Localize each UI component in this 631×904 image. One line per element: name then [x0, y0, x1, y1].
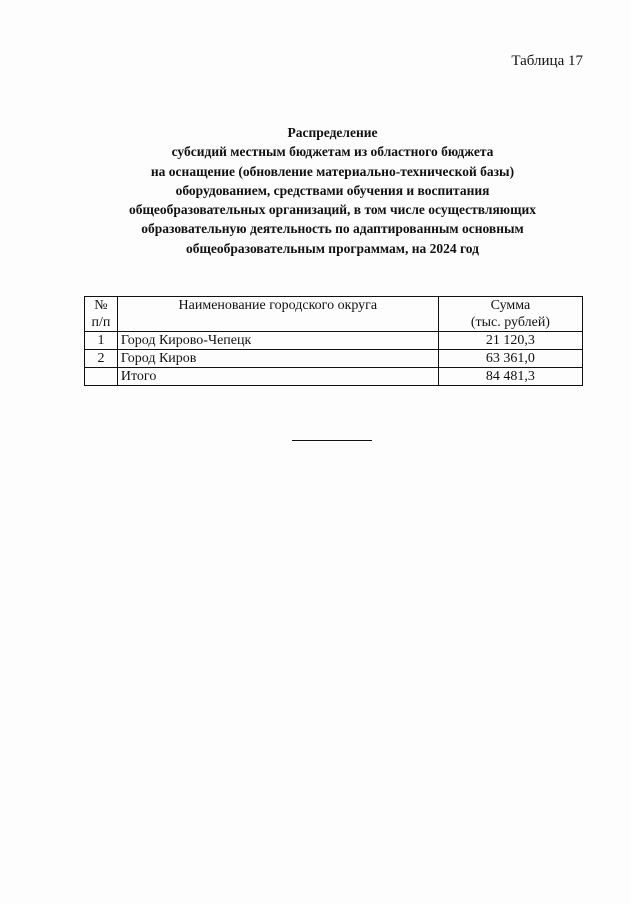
row-total-amount: 84 481,3 — [438, 368, 582, 386]
heading-line: на оснащение (обновление материально-технической базы) — [150, 163, 515, 179]
row-amount: 63 361,0 — [438, 350, 582, 368]
header-amount — [438, 297, 582, 332]
row-district-name: Город Киров — [117, 350, 438, 368]
table-row — [85, 332, 583, 350]
row-number: 2 — [85, 350, 118, 368]
header-number — [85, 297, 118, 332]
header-district-name: Наименование городского округа — [117, 297, 438, 332]
row-district-name: Город Кирово-Чепецк — [117, 332, 438, 350]
heading-line: общеобразовательным программам, на 2024 год — [185, 240, 479, 256]
header-number-line: № — [94, 298, 108, 313]
heading-line: образовательную деятельность по адаптированным основным — [141, 221, 524, 237]
header-amount-line: Сумма — [490, 298, 531, 313]
heading-line: оборудованием, средствами обучения и воспитания — [175, 182, 490, 198]
row-number — [85, 368, 118, 386]
document-heading — [60, 123, 605, 258]
table-number-label: Таблица 17 — [511, 53, 583, 69]
distribution-table — [84, 296, 583, 386]
heading-line: Распределение — [287, 125, 378, 140]
header-amount-line: (тыс. рублей) — [470, 315, 550, 330]
table-header-row — [85, 297, 583, 332]
heading-line: общеобразовательных организаций, в том числе осуществляющих — [128, 202, 537, 218]
row-number: 1 — [85, 332, 118, 350]
closing-rule-divider — [292, 440, 372, 441]
heading-line: субсидий местным бюджетам из областного бюджета — [171, 144, 494, 160]
header-number-line: п/п — [91, 315, 111, 330]
table-total-row — [85, 368, 583, 386]
row-total-label: Итого — [117, 368, 438, 386]
table-row — [85, 350, 583, 368]
row-amount: 21 120,3 — [438, 332, 582, 350]
